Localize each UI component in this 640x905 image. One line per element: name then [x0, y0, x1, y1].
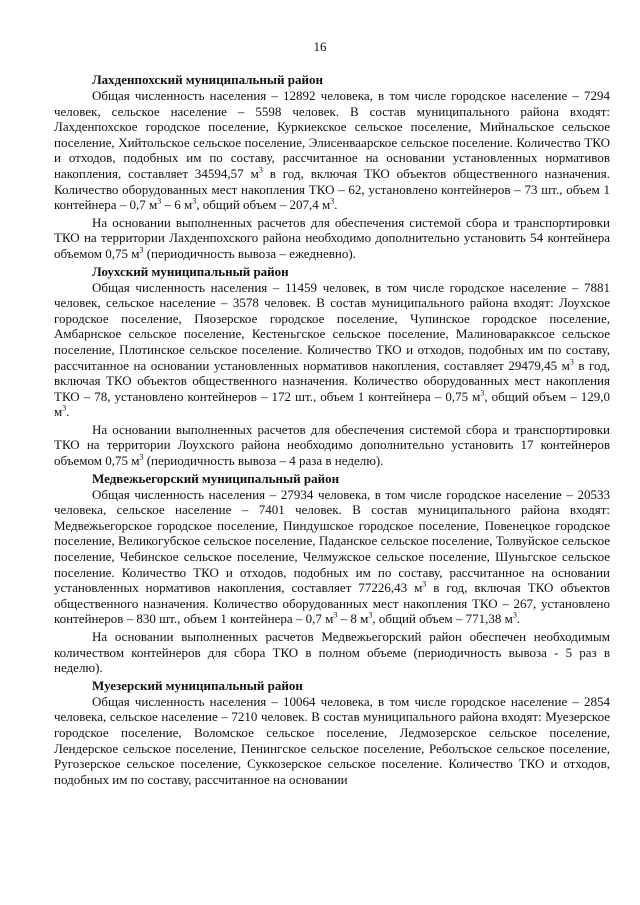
- superscript: 3: [368, 611, 373, 621]
- paragraph-text: Общая численность населения – 27934 человека, в том числе городское население – 20533 человека, сельское население – 7401 человек. В состав муниципального района входят: Медвежьегорское городское поселение, Пиндушское городское поселение, Повенецкое городское поселение, Великогубское сельское поселение, Паданское сельское поселение, Толвуйское сельское поселение, Чебинское сельское поселение, Челмужское сельское поселение, Шуньгское сельское поселение. Количество ТКО и отходов, подобных им по составу, рассчитанное на основании установленных нормативов накопления, составляет 77226,43 м: [54, 486, 610, 596]
- paragraph: [54, 88, 610, 213]
- paragraph: Общая численность населения – 10064 человека, в том числе городское население – 2854 человека, сельское население – 7210 человек. В состав муниципального района входят: Муезерское городское поселение, Воломское сельское поселение, Ледмозерское сельское поселение, Лендерское сельское поселение, Пенингское сельское поселение, Реболъское сельское поселение, Ругозерское сельское поселение, Суккозерское сельское поселение. Количество ТКО и отходов, подобных им по составу, рассчитанное на основании: [54, 693, 610, 787]
- paragraph: На основании выполненных расчетов Медвежьегорский район обеспечен необходимым количеством контейнеров для сбора ТКО в полном объеме (периодичность вывоза - 5 раз в неделю).: [54, 629, 610, 676]
- paragraph: [54, 215, 610, 262]
- paragraph-text: , общий объем – 771,38 м: [372, 611, 513, 627]
- paragraph-text: (периодичность вывоза – ежедневно).: [143, 245, 356, 261]
- paragraph: [54, 487, 610, 627]
- section-heading-lakhdenpokhsky: Лахденпохский муниципальный район: [92, 72, 323, 87]
- document-body: [54, 72, 610, 789]
- section-heading-muezersky: Муезерский муниципальный район: [92, 677, 303, 693]
- paragraph-text: – 8 м: [337, 611, 369, 627]
- paragraph-text: .: [334, 197, 338, 213]
- superscript: 3: [139, 245, 144, 255]
- page-number: 16: [313, 39, 327, 54]
- paragraph-text: .: [66, 404, 70, 420]
- paragraph-text: .: [516, 611, 521, 627]
- superscript: 3: [422, 579, 427, 589]
- superscript: 3: [62, 403, 67, 413]
- paragraph: [54, 280, 610, 420]
- paragraph-text: в год, включая ТКО объектов общественного назначения. Количество оборудованных мест накопления ТКО – 62, установлено контейнеров – 73 шт., объем 1 контейнера – 0,7 м: [54, 165, 611, 213]
- superscript: 3: [569, 357, 574, 367]
- paragraph-text: На основании выполненных расчетов для обеспечения системой сбора и транспортировки ТКО на территории Лахденпохского района необходимо дополнительно установить 54 контейнера объемом 0,75 м: [54, 214, 610, 261]
- paragraph-text: (периодичность вывоза – 4 раза в неделю).: [143, 453, 384, 469]
- paragraph: [54, 422, 610, 469]
- paragraph-text: Общая численность населения – 11459 человек, в том числе городское население – 7881 человек, сельское население – 3578 человек. В состав муниципального района входят: Лоухское городское поселение, Пяозерское городское поселение, Чупинское городское поселение, Амбарнское сельское поселение, Кестеньгское сельское поселение, Малиноваракксое сельское поселение, Плотинское сельское поселение. Количество ТКО и отходов, подобных им по составу, рассчитанное на основании установленных нормативов накопления, составляет 29479,45 м: [54, 279, 610, 373]
- paragraph-text: – 6 м: [161, 197, 193, 213]
- paragraph-text: , общий объем – 129,0 м: [54, 388, 610, 420]
- superscript: 3: [333, 611, 338, 621]
- superscript: 3: [330, 196, 335, 206]
- superscript: 3: [480, 388, 485, 398]
- superscript: 3: [157, 196, 162, 206]
- section-heading-medvezhyegorsky: Медвежьегорский муниципальный район: [92, 470, 340, 486]
- paragraph-text: Общая численность населения – 12892 человека, в том числе городское население – 7294 человек, сельское население – 5598 человек. В состав муниципального района входят: Лахденпохское городское поселение, Куркиекское сельское поселение, Мийнальское сельское поселение, Хийтольское сельское поселение, Элисенваарское сельское поселение. Количество ТКО и отходов, подобных им по составу, рассчитанное на основании установленных нормативов накопления, составляет 34594,57 м: [54, 88, 610, 181]
- paragraph-text: в год, включая ТКО объектов общественного назначения. Количество оборудованных мест накопления ТКО – 78, установлено контейнеров – 172 шт., объем 1 контейнера – 0,75 м: [54, 357, 611, 404]
- superscript: 3: [512, 611, 517, 621]
- superscript: 3: [192, 196, 197, 206]
- section-heading-loukhsky: Лоухский муниципальный район: [92, 263, 289, 279]
- paragraph-text: , общий объем – 207,4 м: [196, 197, 331, 213]
- superscript: 3: [139, 452, 144, 462]
- paragraph-text: в год, включая ТКО объектов общественного назначения. Количество оборудованных мест накопления ТКО – 267, установлено контейнеров – 830 шт., объем 1 контейнера – 0,7 м: [54, 580, 610, 627]
- superscript: 3: [258, 165, 263, 175]
- paragraph-text: На основании выполненных расчетов для обеспечения системой сбора и транспортировки ТКО на территории Лоухского района необходимо дополнительно установить 17 контейнеров объемом 0,75 м: [54, 421, 610, 469]
